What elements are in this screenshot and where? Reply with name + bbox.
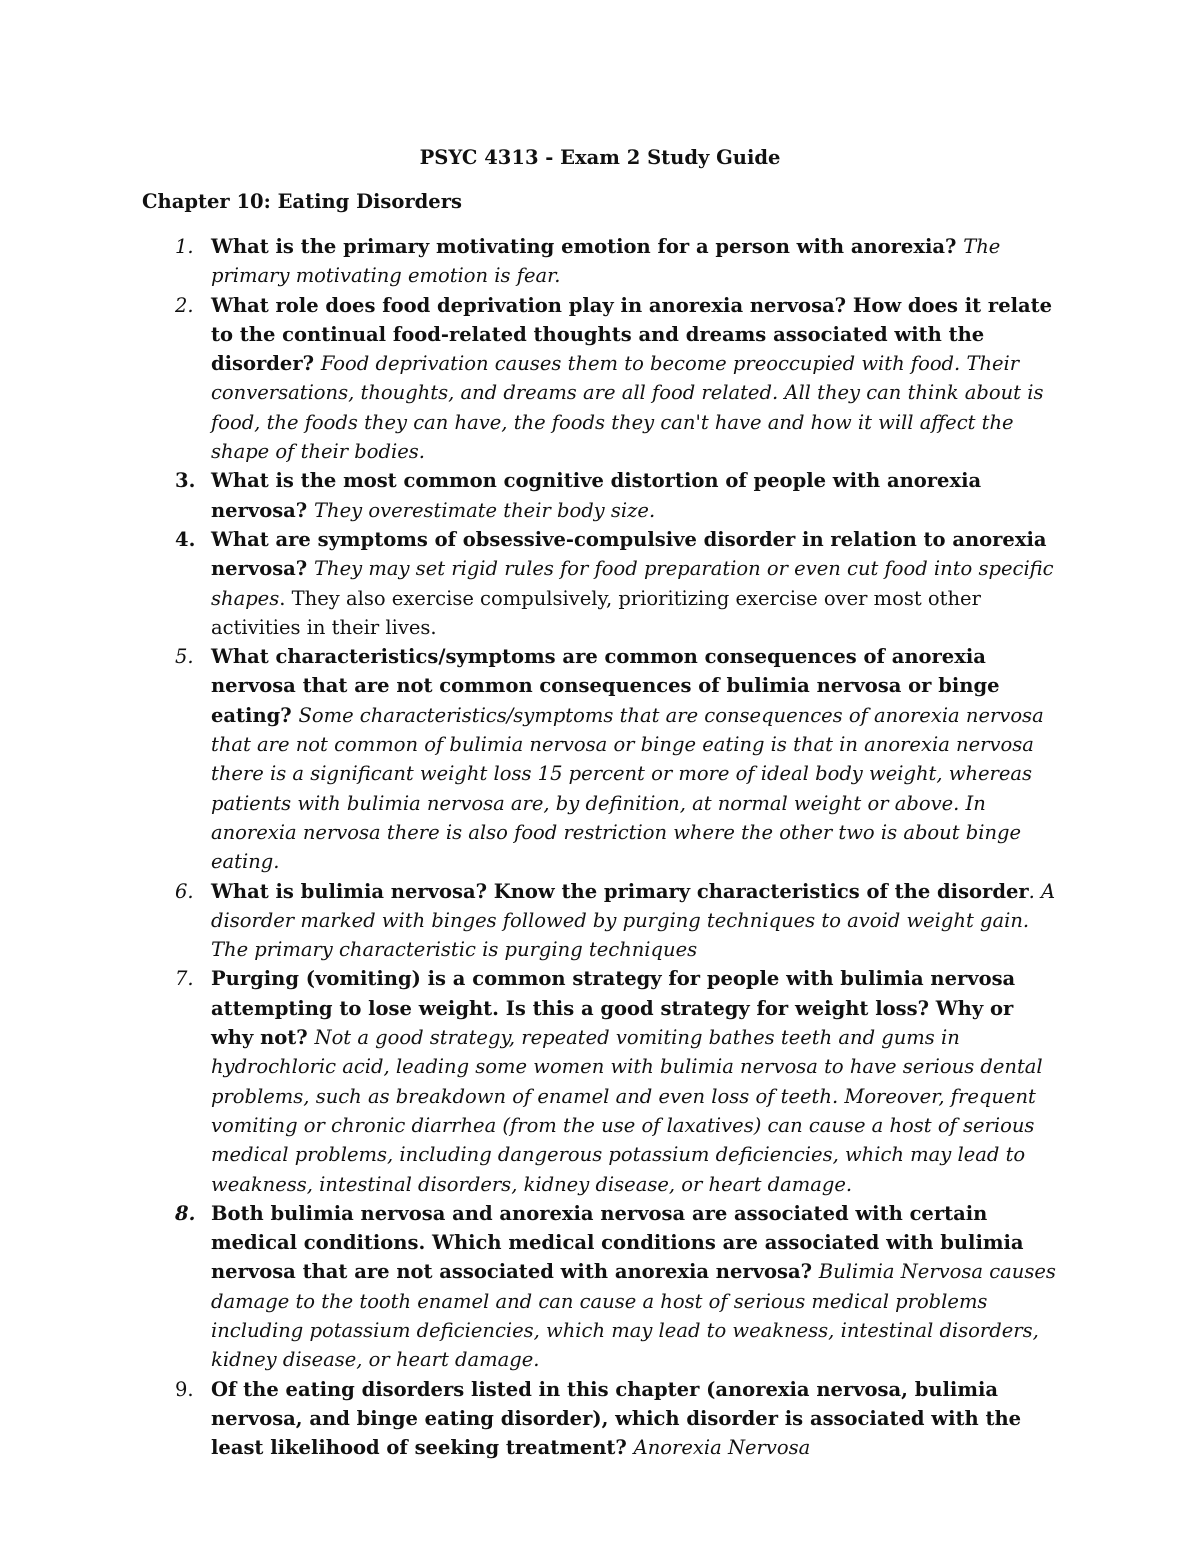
question-number: 6.: [175, 879, 194, 903]
question-number: 1.: [175, 235, 194, 258]
question-number: 5.: [175, 645, 194, 669]
question-text: Of the eating disorders listed in this chapter (anorexia nervosa, bulimia nervosa, and binge eating disorder), which disorder is associated with the least likelihood of seeking treatment?: [211, 1377, 1022, 1460]
question-text: What characteristics/symptoms are common consequences of anorexia nervosa that are not common consequences of bulimia nervosa or binge eating?: [211, 645, 1000, 727]
answer-text: . A disorder marked with binges followed by purging techniques to avoid weight gain. The primary characteristic is purging techniques: [211, 879, 1056, 962]
question-item-2: [142, 291, 1062, 467]
question-text: What role does food deprivation play in anorexia nervosa? How does it relate to the continual food-related thoughts and dreams associated with the disorder?: [211, 293, 1053, 376]
answer-text: Anorexia Nervosa: [633, 1436, 811, 1460]
answer-text: Food deprivation causes them to become preoccupied with food. Their conversations, thoughts, and dreams are all food related. All they can think about is food, the foods they can have, the foods they can't have and how it will affect the shape of their bodies.: [211, 352, 1044, 464]
question-item-9: [142, 1375, 1062, 1463]
question-text: Purging (vomiting) is a common strategy for people with bulimia nervosa attempting to lose weight. Is this a good strategy for weight loss? Why or why not?: [211, 967, 1016, 1050]
question-number: 8.: [175, 1201, 196, 1225]
question-item-5: [142, 642, 1062, 876]
question-text: Both bulimia nervosa and anorexia nervosa are associated with certain medical conditions. Which medical conditions are associated with bulimia nervosa that are not associated with anorexia nervosa?: [211, 1201, 1024, 1284]
question-item-4: [142, 525, 1062, 642]
document-title: PSYC 4313 - Exam 2 Study Guide: [419, 146, 781, 169]
question-number: 2.: [175, 293, 194, 317]
answer-text: Not a good strategy, repeated vomiting bathes teeth and gums in hydrochloric acid, leading some women with bulimia nervosa to have serious dental problems, such as breakdown of enamel and even loss of teeth. Moreover, frequent vomiting or chronic diarrhea (from the use of laxatives) can cause a host of serious medical problems, including dangerous potassium deficiencies, which may lead to weakness, intestinal disorders, kidney disease, or heart damage.: [211, 1026, 1043, 1196]
question-number: 9.: [175, 1377, 194, 1401]
question-item-6: [142, 877, 1062, 965]
answer-text: Bulimia Nervosa causes damage to the tooth enamel and can cause a host of serious medical problems including potassium deficiencies, which may lead to weakness, intestinal disorders, kidney disease, or heart damage.: [211, 1260, 1056, 1372]
question-item-3: [142, 466, 1062, 525]
question-item-1: [142, 232, 1062, 291]
answer-continuation: . They also exercise compulsively, prioritizing exercise over most other activities in their lives.: [211, 586, 981, 639]
question-text: What is the most common cognitive distortion of people with anorexia nervosa?: [211, 469, 982, 522]
question-number: 7.: [175, 967, 194, 991]
chapter-heading: Chapter 10: Eating Disorders: [142, 190, 462, 213]
question-item-7: [142, 964, 1062, 1198]
question-item-8: [142, 1199, 1062, 1375]
answer-text: They may set rigid rules for food preparation or even cut food into specific shapes: [211, 557, 1054, 610]
question-text: What is the primary motivating emotion for a person with anorexia?: [211, 235, 964, 258]
answer-text: The primary motivating emotion is fear.: [211, 235, 1001, 288]
question-text: What is bulimia nervosa? Know the primary characteristics of the disorder: [211, 879, 1029, 903]
question-list: [142, 232, 1062, 1462]
question-number: 4.: [175, 527, 196, 551]
answer-text: Some characteristics/symptoms that are consequences of anorexia nervosa that are not common of bulimia nervosa or binge eating is that in anorexia nervosa there is a significant weight loss 15 percent or more of ideal body weight, whereas patients with bulimia nervosa are, by definition, at normal weight or above. In anorexia nervosa there is also food restriction where the other two is about binge eating.: [211, 703, 1044, 874]
question-text: What are symptoms of obsessive-compulsive disorder in relation to anorexia nervosa?: [211, 527, 1047, 581]
question-number: 3.: [175, 469, 196, 493]
answer-text: They overestimate their body size.: [314, 498, 656, 522]
